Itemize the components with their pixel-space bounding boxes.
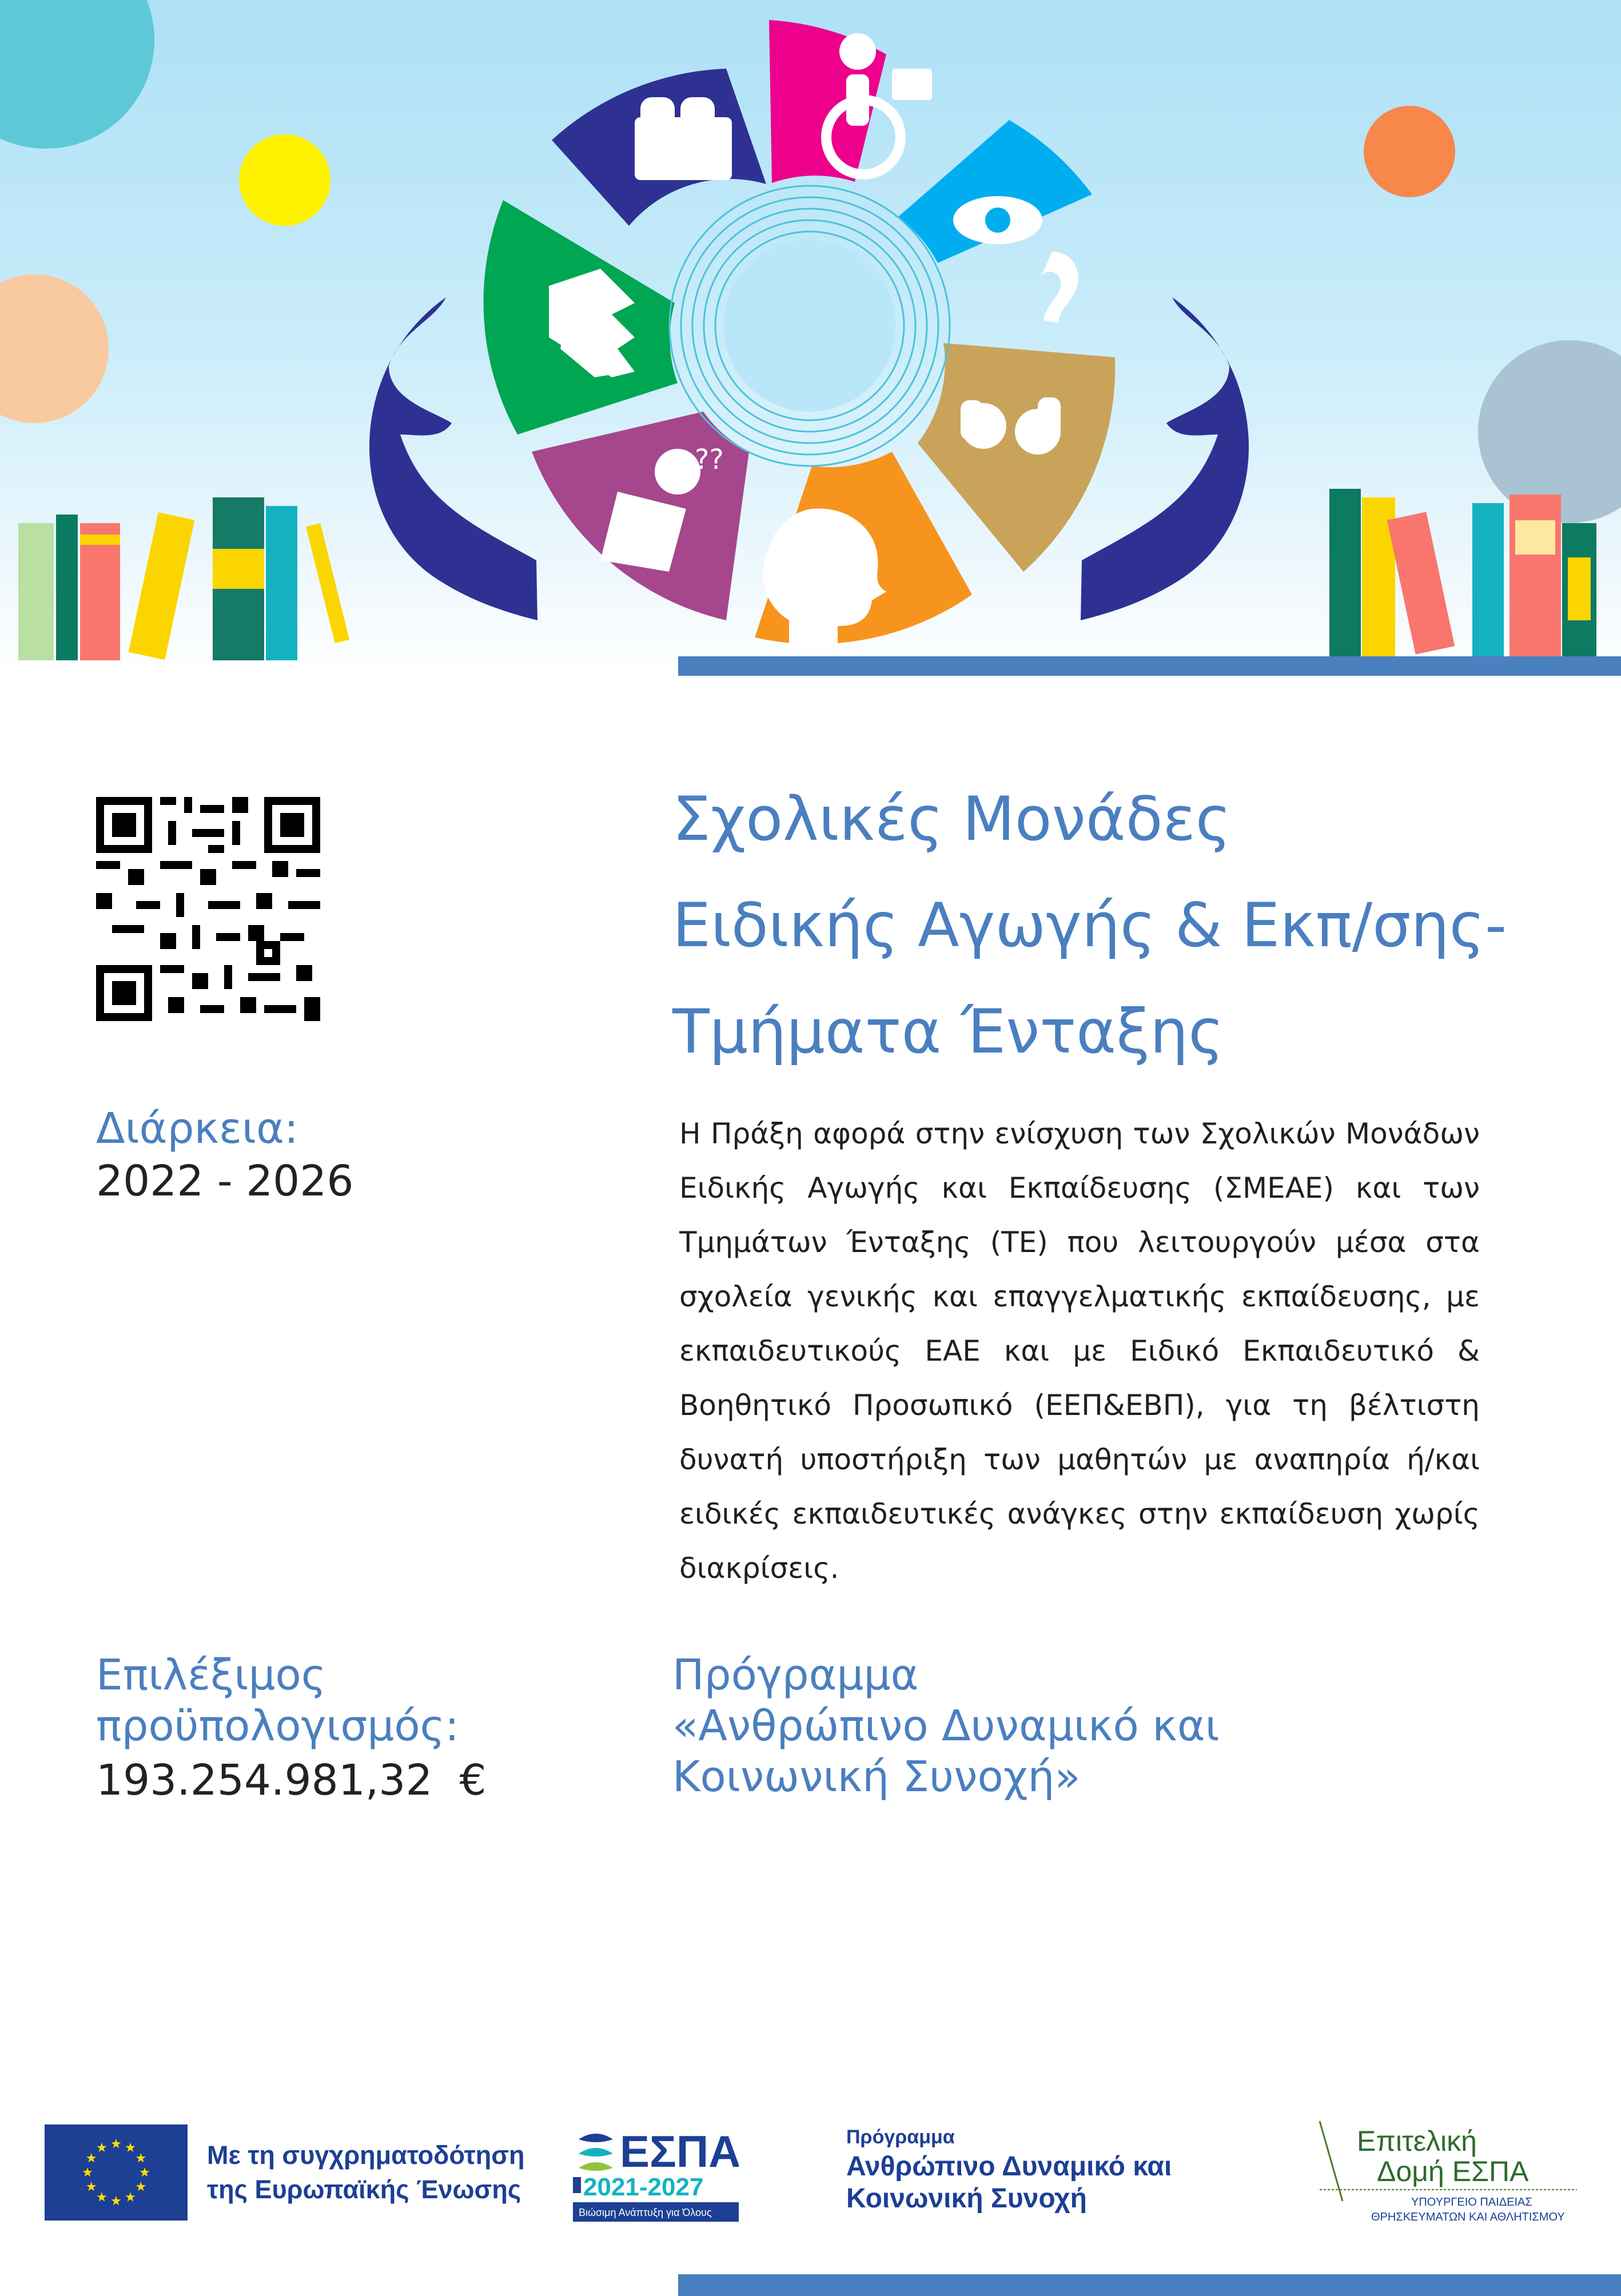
center-disc: [724, 240, 895, 412]
decor-circle-peach: [0, 274, 109, 423]
duration-label: Διάρκεια:: [96, 1104, 298, 1153]
budget-label-line2: προϋπολογισμός:: [96, 1701, 459, 1751]
right-hand: [1081, 297, 1249, 620]
footer-program-text: [846, 2123, 1304, 2215]
books-left: [18, 497, 349, 660]
eu-cofunding-text: [207, 2138, 550, 2207]
qr-code-graphic: [96, 797, 320, 1021]
espa-logo-graphic: [573, 2122, 739, 2225]
inclusion-wheel-graphic: [0, 0, 1621, 675]
decor-circle-yellow: [239, 134, 330, 226]
program-line2: «Ανθρώπινο Δυναμικό και: [672, 1701, 1220, 1751]
svg-text:??: ??: [695, 444, 724, 476]
program-line1: Πρόγραμμα: [672, 1651, 919, 1700]
decor-circle-teal: [0, 0, 154, 149]
budget-value: 193.254.981,32 €: [96, 1756, 487, 1805]
espa-name: ΕΣΠΑ: [620, 2126, 739, 2177]
budget-label-line1: Επιλέξιμος: [96, 1651, 326, 1700]
ministry-logo-graphic: [1308, 2115, 1577, 2230]
program-line3: Κοινωνική Συνοχή»: [672, 1752, 1081, 1801]
books-right: [1329, 489, 1596, 657]
footer-program-name: [846, 2151, 1304, 2215]
footer-accent-bar: [678, 2274, 1621, 2296]
eye-ear-icon: [953, 196, 1078, 323]
footer-program-line2: Κοινωνική Συνοχή: [846, 2183, 1087, 2214]
decor-circle-orange: [1364, 106, 1455, 197]
duration-value: 2022 - 2026: [96, 1157, 354, 1206]
qr-code[interactable]: [96, 797, 320, 1021]
segment-tan: [918, 343, 1115, 572]
project-description: Η Πράξη αφορά στην ενίσχυση των Σχολικών Μονάδων Ειδικής Αγωγής και Εκπαίδευσης (ΣΜΕΑΕ) και των Τμημάτων Ένταξης (ΤΕ) που λειτουργούν μέσα στα σχολεία γενικής και επαγγελματικής εκπαίδευσης, με εκπαιδευτικούς ΕΑΕ και με Ειδικό Εκπαιδευτικό & Βοηθητικό Προσωπικό (ΕΕΠ&ΕΒΠ), για τη βέλτιστη δυνατή υποστήριξη των μαθητών με αναπηρία ή/και ειδικές εκπαιδευτικές ανάγκες στην εκπαίδευση χωρίς διακρίσεις.: [679, 1117, 1480, 1585]
header-illustration: [0, 0, 1621, 675]
title-line-2: Ειδικής Αγωγής & Εκπ/σης-: [672, 890, 1507, 960]
espa-tagline: Βιώσιμη Ανάπτυξη για Όλους: [579, 2207, 712, 2218]
footer-program-small: Πρόγραμμα: [846, 2126, 955, 2148]
eu-flag-icon: [45, 2124, 188, 2221]
ministry-sub1: ΥΠΟΥΡΓΕΙΟ ΠΑΙΔΕΙΑΣ: [1411, 2196, 1532, 2209]
title-line-3: Τμήματα Ένταξης: [672, 996, 1224, 1067]
espa-logo: [573, 2122, 739, 2225]
program-label: [672, 1650, 1244, 1802]
eu-text-line1: Με τη συγχρηματοδότηση: [207, 2140, 525, 2170]
header-accent-bar: [678, 656, 1621, 676]
ministry-espa-logo: [1308, 2115, 1577, 2230]
budget-label: [96, 1650, 531, 1752]
ministry-sub2: ΘΡΗΣΚΕΥΜΑΤΩΝ ΚΑΙ ΑΘΛΗΤΙΣΜΟΥ: [1371, 2211, 1565, 2223]
ministry-line1: Επιτελική: [1357, 2125, 1477, 2157]
eu-flag-logo: [45, 2124, 188, 2221]
ministry-line2: Δομή ΕΣΠΑ: [1377, 2155, 1529, 2187]
title-line-1: Σχολικές Μονάδες: [672, 784, 1232, 854]
footer-program-line1: Ανθρώπινο Δυναμικό και: [846, 2151, 1172, 2182]
page-title: [672, 766, 1599, 1085]
eu-text-line2: της Ευρωπαϊκής Ένωσης: [207, 2175, 521, 2204]
espa-years: 2021-2027: [583, 2173, 704, 2201]
